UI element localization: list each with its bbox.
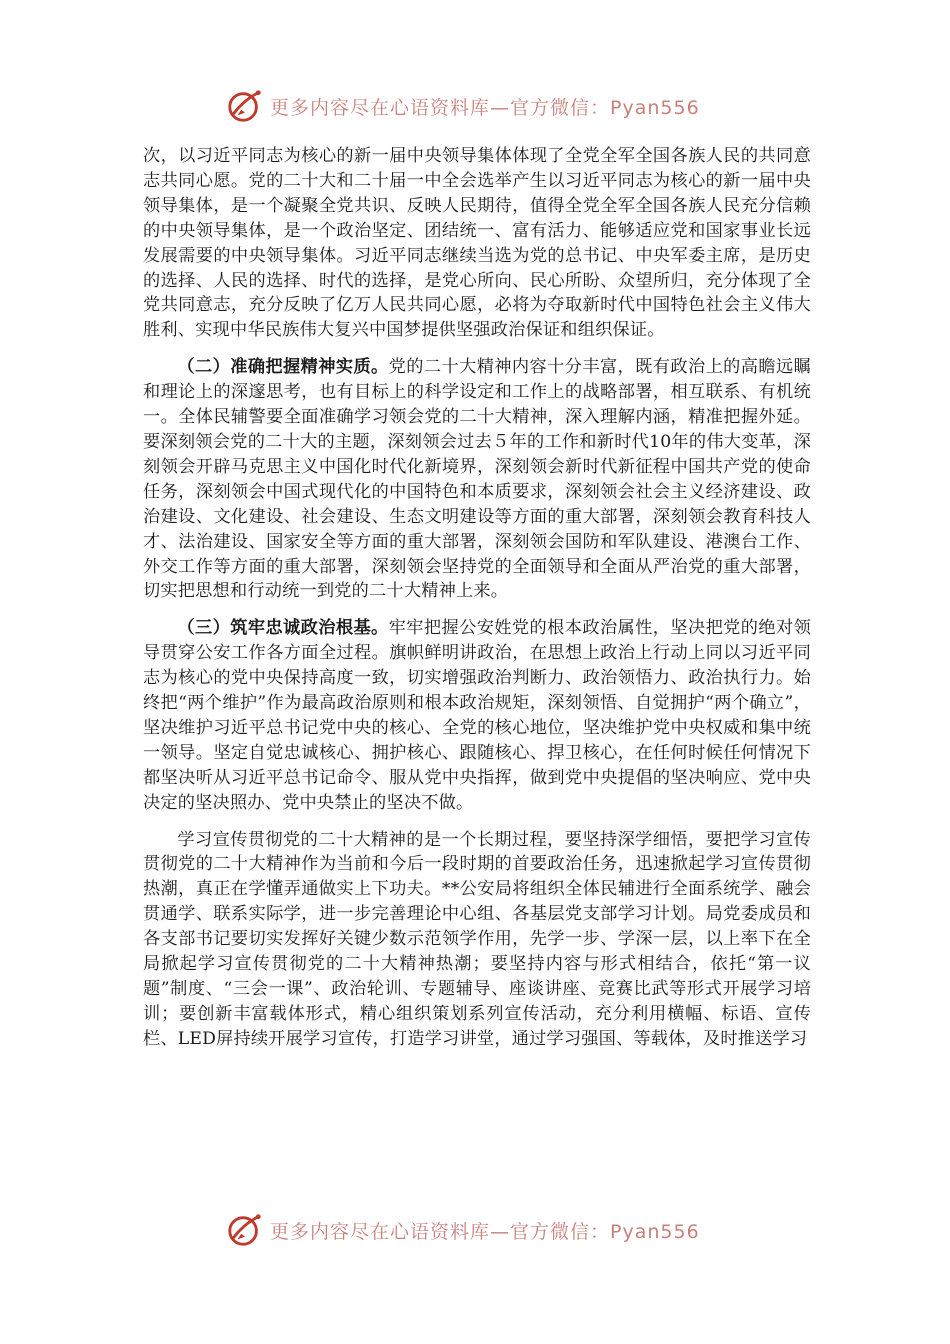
brush-pen-icon	[226, 1211, 264, 1249]
paragraph-3-text: 牢牢把握公安姓党的根本政治属性，坚决把党的绝对领导贯穿公安工作各方面全过程。旗帜鲜明讲政治，在思想上政治上行动上同以习近平同志为核心的党中央保持高度一致，切实增强政治判断力、政治领悟力、政治执行力。始终把“两个维护”作为最高政治原则和根本政治规矩，深刻领悟、自觉拥护“两个确立”，坚决维护习近平总书记党中央的核心、全党的核心地位，坚决维护党中央权威和集中统一领导。坚定自觉忠诚核心、拥护核心、跟随核心、捍卫核心，在任何时候任何情况下都坚决听从习近平总书记命令、服从党中央指挥，做到党中央提倡的坚决响应、党中央决定的坚决照办、党中央禁止的坚决不做。	[143, 618, 811, 813]
section-heading-3: （三）筑牢忠诚政治根基。	[177, 618, 389, 639]
document-body	[143, 144, 811, 1064]
paragraph-1: 次，以习近平同志为核心的新一届中央领导集体体现了全党全军全国各族人民的共同意志共同心愿。党的二十大和二十届一中全会选举产生以习近平同志为核心的新一届中央领导集体，是一个凝聚全党共识、反映人民期待，值得全党全军全国各族人民充分信赖的中央领导集体，是一个政治坚定、团结统一、富有活力、能够适应党和国家事业长远发展需要的中央领导集体。习近平同志继续当选为党的总书记、中央军委主席，是历史的选择、人民的选择、时代的选择，是党心所向、民心所盼、众望所归，充分体现了全党共同意志，充分反映了亿万人民共同心愿，必将为夺取新时代中国特色社会主义伟大胜利、实现中华民族伟大复兴中国梦提供坚强政治保证和组织保证。	[143, 146, 811, 341]
paragraph-3	[143, 616, 811, 815]
section-heading-2: （二）准确把握精神实质。	[177, 357, 389, 378]
header-watermark-banner	[226, 84, 700, 128]
brush-pen-icon	[226, 87, 264, 125]
paragraph-2-text: 党的二十大精神内容十分丰富，既有政治上的高瞻远瞩和理论上的深邃思考，也有目标上的科学设定和工作上的战略部署，相互联系、有机统一。全体民辅警要全面准确学习领会党的二十大精神，深入理解内涵，精准把握外延。要深刻领会党的二十大的主题，深刻领会过去５年的工作和新时代10年的伟大变革，深刻领会开辟马克思主义中国化时代化新境界，深刻领会新时代新征程中国共产党的使命任务，深刻领会中国式现代化的中国特色和本质要求，深刻领会社会主义经济建设、政治建设、文化建设、社会建设、生态文明建设等方面的重大部署，深刻领会教育科技人才、法治建设、国家安全等方面的重大部署，深刻领会国防和军队建设、港澳台工作、外交工作等方面的重大部署，深刻领会坚持党的全面领导和全面从严治党的重大部署，切实把思想和行动统一到党的二十大精神上来。	[143, 357, 811, 602]
paragraph-2	[143, 355, 811, 604]
watermark-text: 更多内容尽在心语资料库—官方微信：Pyan556	[270, 1220, 700, 1243]
paragraph-4: 学习宣传贯彻党的二十大精神的是一个长期过程，要坚持深学细悟，要把学习宣传贯彻党的二十大精神作为当前和今后一段时期的首要政治任务，迅速掀起学习宣传贯彻热潮，真正在学懂弄通做实上下功夫。**公安局将组织全体民辅进行全面系统学、融会贯通学、联系实际学，进一步完善理论中心组、各基层党支部学习计划。局党委成员和各支部书记要切实发挥好关键少数示范领学作用，先学一步、学深一层，以上率下在全局掀起学习宣传贯彻党的二十大精神热潮；要坚持内容与形式相结合，依托“第一议题”制度、“三会一课”、政治轮训、专题辅导、座谈讲座、竞赛比武等形式开展学习培训；要创新丰富载体形式，精心组织策划系列宣传活动，充分利用横幅、标语、宣传栏、LED屏持续开展学习宣传，打造学习讲堂，通过学习强国、等载体，及时推送学习	[143, 829, 811, 1049]
footer-watermark-banner	[226, 1208, 700, 1252]
watermark-text: 更多内容尽在心语资料库—官方微信：Pyan556	[270, 96, 700, 119]
